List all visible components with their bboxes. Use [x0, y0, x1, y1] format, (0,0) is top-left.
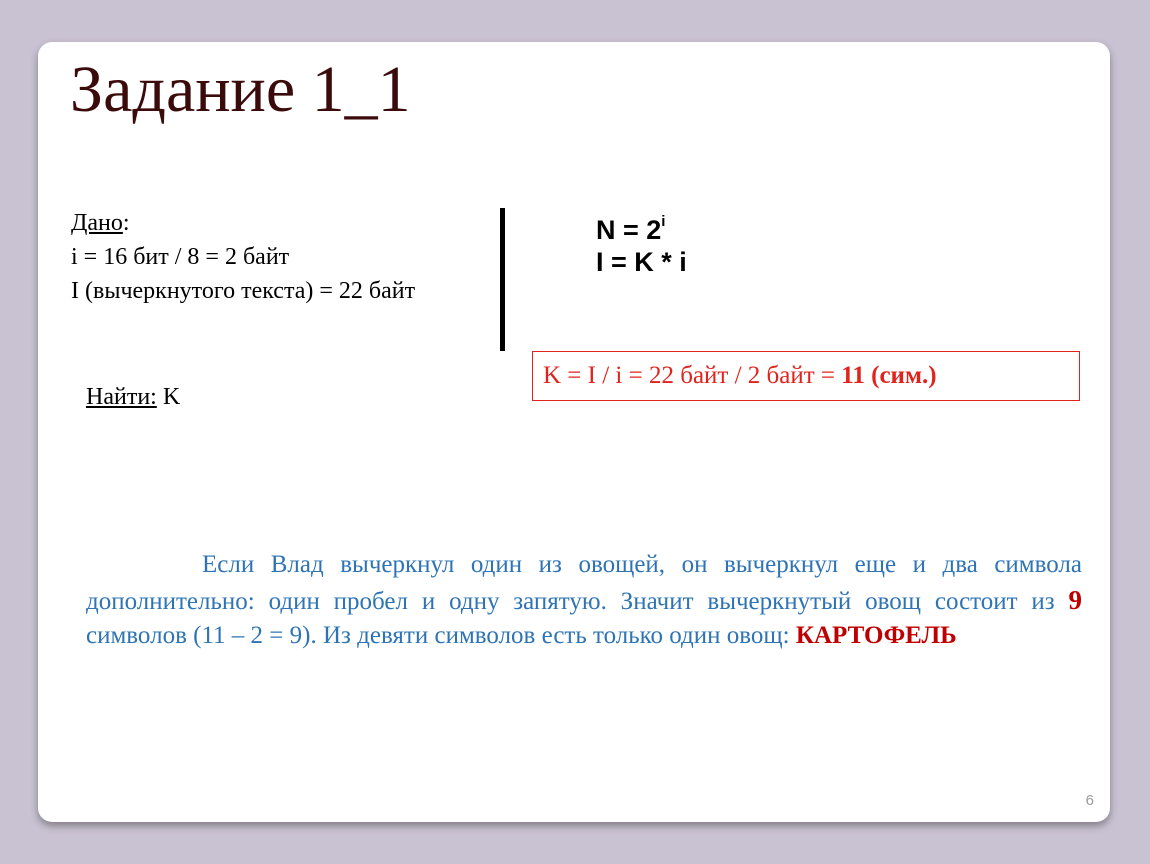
divider-line: [500, 208, 505, 351]
explanation-part-1: Если Влад вычеркнул один из овощей, он вычеркнул еще и два символа дополнительно: один пробел и одну запятую. Значит вычеркнутый овощ состоит из: [86, 551, 1082, 615]
find-value: K: [156, 384, 181, 410]
answer-box: [532, 351, 1080, 401]
given-colon: :: [122, 210, 130, 236]
given-label: Дано: [71, 210, 123, 236]
explanation-part-2: символов (11 – 2 = 9). Из девяти символов есть только один овощ:: [86, 622, 796, 649]
explanation-answer-word: КАРТОФЕЛЬ: [795, 622, 957, 649]
given-block: [71, 206, 415, 308]
explanation-count: 9: [1068, 584, 1082, 615]
formula-1-base: N = 2: [596, 215, 662, 245]
formula-2: I = K * i: [596, 247, 687, 277]
given-line-2: I (вычеркнутого текста) = 22 байт: [71, 278, 416, 304]
answer-result: 11 (сим.): [841, 362, 937, 389]
given-header: [71, 206, 415, 240]
find-block: [86, 380, 180, 414]
page-number: 6: [1085, 792, 1094, 809]
formula-1-exponent: i: [661, 213, 666, 230]
answer-expression: K = I / i = 22 байт / 2 байт =: [543, 362, 842, 389]
formulas-block: [596, 206, 687, 278]
slide-title: Задание 1_1: [70, 53, 411, 126]
explanation-paragraph: [86, 548, 1082, 654]
find-label: Найти:: [86, 384, 157, 410]
slide: [38, 42, 1110, 822]
formula-1: [596, 206, 687, 246]
given-line-1: i = 16 бит / 8 = 2 байт: [71, 244, 290, 270]
